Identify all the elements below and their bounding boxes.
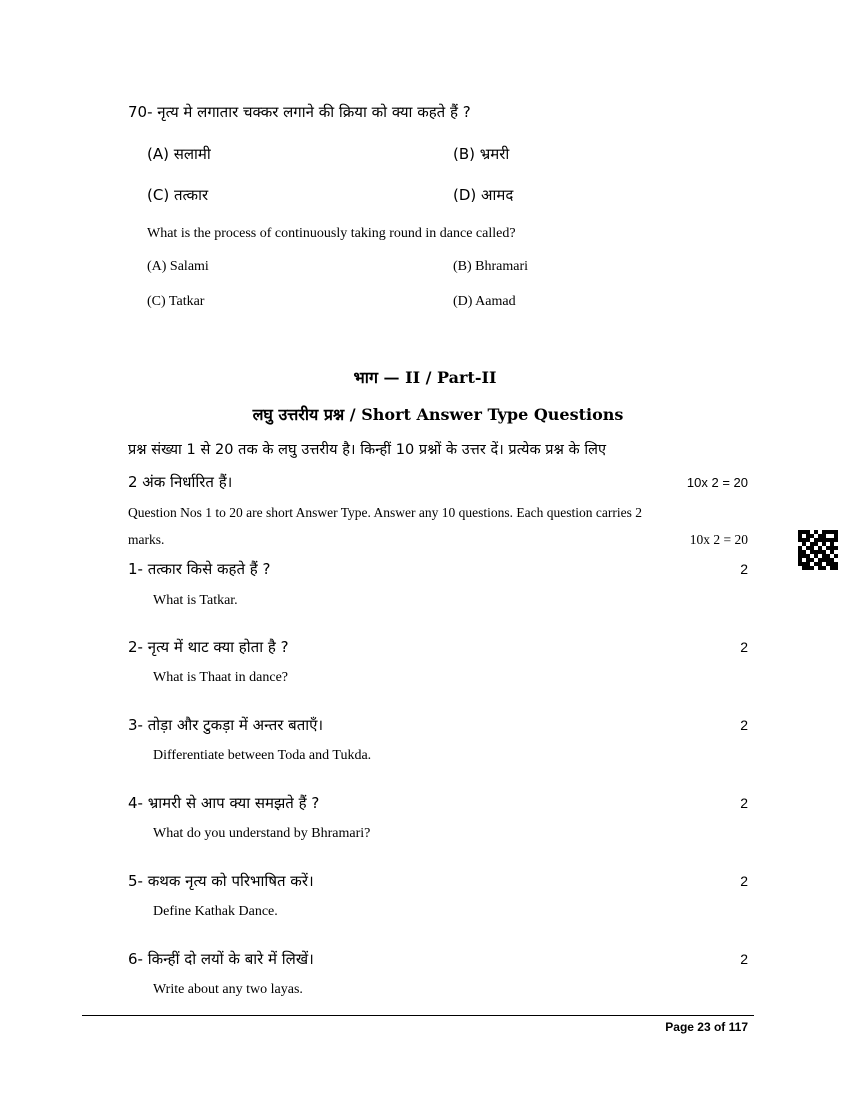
question-1-hi	[128, 559, 270, 579]
instruction-hi-line2: 2 अंक निर्धारित हैं।	[128, 473, 233, 491]
question-4-hi	[128, 793, 319, 813]
q70-number: 70-	[128, 103, 153, 121]
question-5-marks: 2	[740, 873, 748, 889]
question-1-number: 1-	[128, 560, 143, 578]
question-4-text-hi: भ्रामरी से आप क्या समझते हैं ?	[147, 794, 320, 812]
marks-en: 10x 2 = 20	[689, 532, 748, 547]
instruction-hi-line1: प्रश्न संख्या 1 से 20 तक के लघु उत्तरीय है। किन्हीं 10 प्रश्नों के उत्तर दें। प्रत्येक प्रश्न के लिए	[128, 442, 607, 458]
question-3-number: 3-	[128, 716, 143, 734]
question-3-text-hi: तोड़ा और टुकड़ा में अन्तर बताएँ।	[147, 716, 324, 734]
question-3-en: Differentiate between Toda and Tukda.	[153, 748, 372, 763]
question-5-text-hi: कथक नृत्य को परिभाषित करें।	[147, 872, 314, 890]
question-2-en: What is Thaat in dance?	[153, 670, 289, 685]
instruction-en-line2: marks.	[128, 532, 165, 547]
question-6-marks: 2	[740, 951, 748, 967]
question-4-marks: 2	[740, 795, 748, 811]
qr-code-icon	[798, 530, 838, 570]
q70-option-d-en: (D) Aamad	[453, 294, 516, 309]
q70-question-en: What is the process of continuously taking round in dance called?	[147, 226, 516, 241]
q70-option-c-en: (C) Tatkar	[147, 294, 205, 309]
q70-option-b-hi: (B) भ्रमरी	[453, 145, 510, 163]
question-2-text-hi: नृत्य में थाट क्या होता है ?	[147, 638, 289, 656]
q70-option-d-hi: (D) आमद	[453, 186, 514, 204]
instruction-en-line1: Question Nos 1 to 20 are short Answer Type. Answer any 10 questions. Each question carries 2	[128, 505, 642, 520]
footer-divider	[82, 1015, 754, 1016]
question-6-en: Write about any two layas.	[153, 982, 303, 997]
part-title: भाग — II / Part-II	[353, 368, 497, 387]
question-2-hi	[128, 637, 289, 657]
question-5-number: 5-	[128, 872, 143, 890]
question-2-number: 2-	[128, 638, 143, 656]
question-5-en: Define Kathak Dance.	[153, 904, 278, 919]
question-3-marks: 2	[740, 717, 748, 733]
question-6-text-hi: किन्हीं दो लयों के बारे में लिखें।	[147, 950, 314, 968]
page-number: Page 23 of 117	[665, 1020, 748, 1034]
question-6-hi	[128, 949, 314, 969]
question-4-number: 4-	[128, 794, 143, 812]
question-3-hi	[128, 715, 323, 735]
question-2-marks: 2	[740, 639, 748, 655]
question-1-en: What is Tatkar.	[153, 593, 238, 608]
q70-option-a-en: (A) Salami	[147, 259, 209, 274]
q70-question-hi	[128, 102, 471, 122]
question-6-number: 6-	[128, 950, 143, 968]
q70-option-c-hi: (C) तत्कार	[147, 186, 209, 204]
question-1-marks: 2	[740, 561, 748, 577]
part-subtitle: लघु उत्तरीय प्रश्न / Short Answer Type Questions	[252, 405, 624, 424]
question-1-text-hi: तत्कार किसे कहते हैं ?	[147, 560, 271, 578]
q70-option-b-en: (B) Bhramari	[453, 259, 529, 274]
q70-option-a-hi: (A) सलामी	[147, 145, 211, 163]
question-4-en: What do you understand by Bhramari?	[153, 826, 371, 841]
marks-hi: 10x 2 = 20	[686, 475, 748, 490]
question-5-hi	[128, 871, 314, 891]
q70-text-hi: नृत्य मे लगातार चक्कर लगाने की क्रिया को क्या कहते हैं ?	[157, 103, 471, 121]
